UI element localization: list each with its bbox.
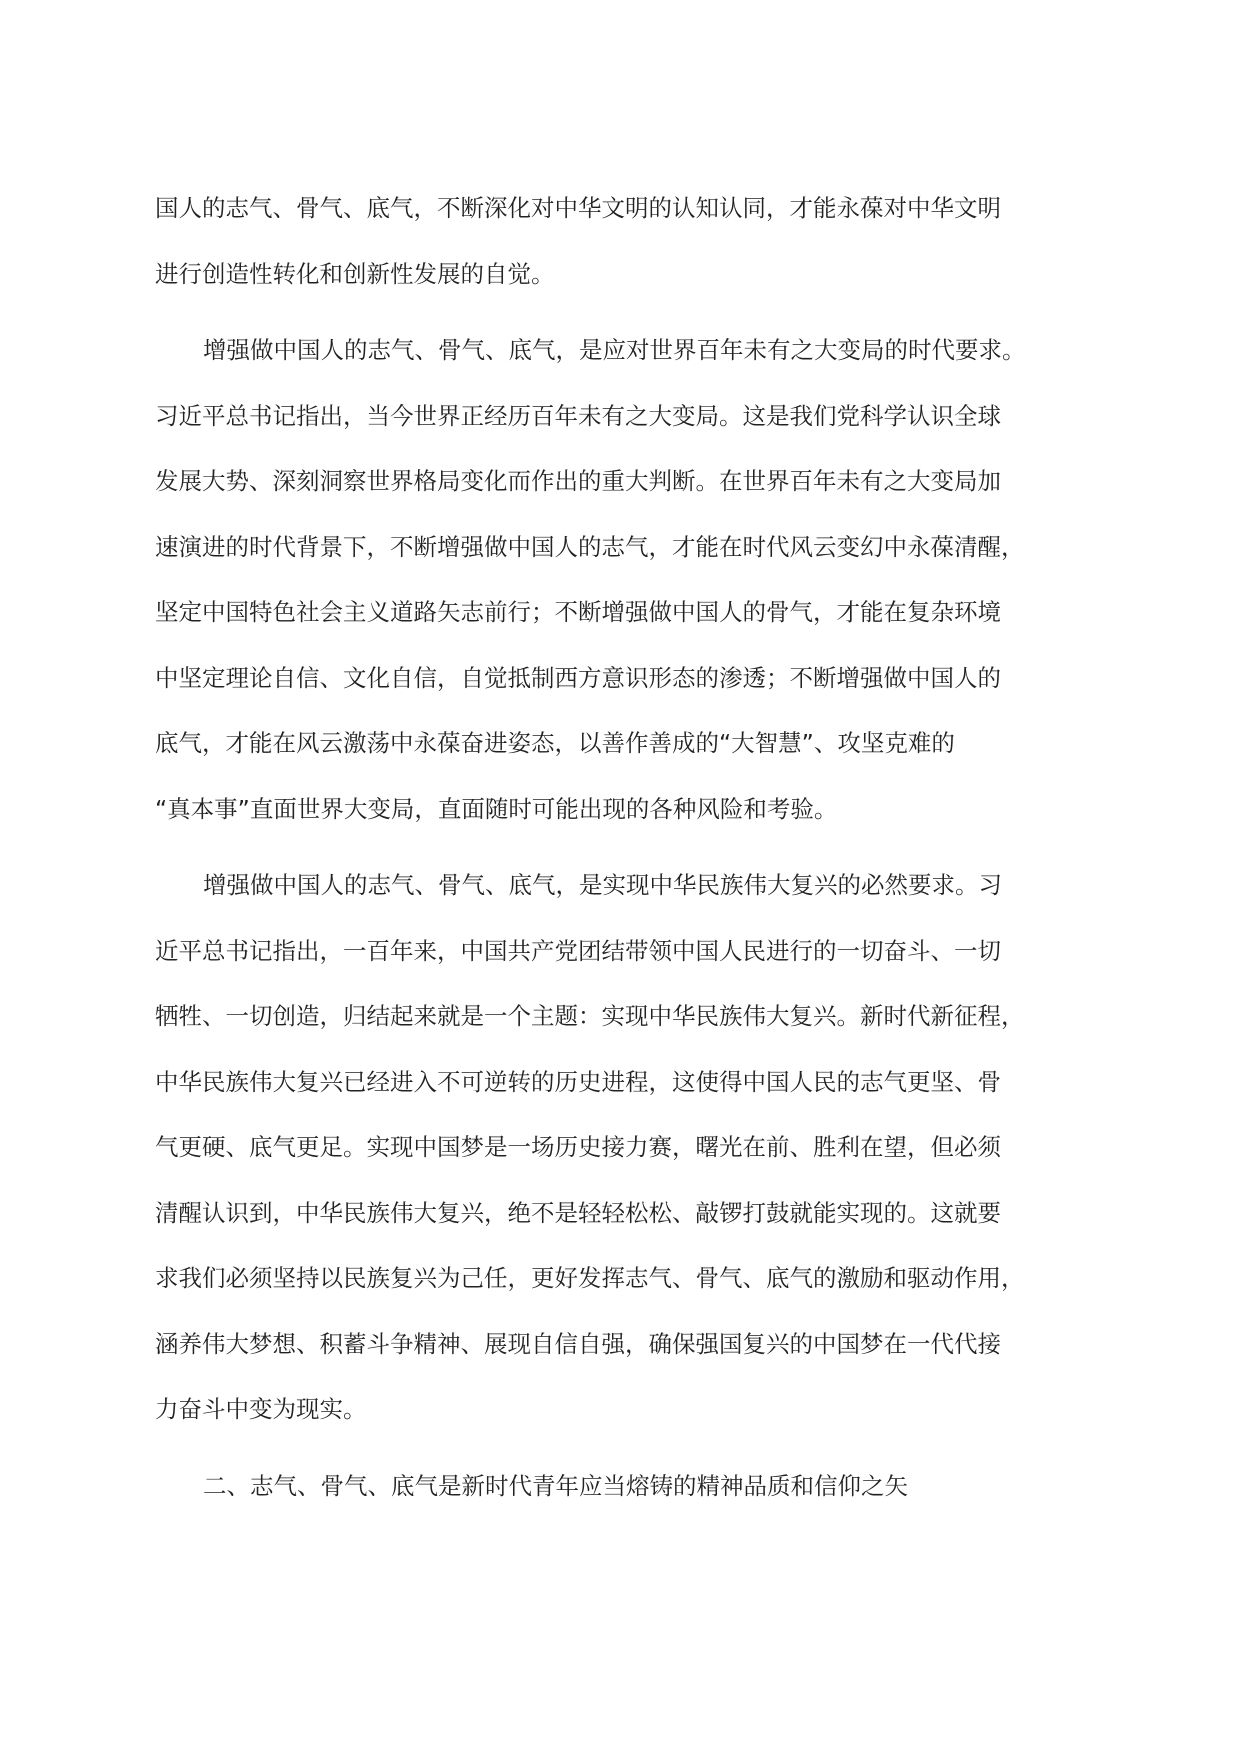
paragraph-gap: [155, 1455, 1065, 1466]
paragraph-gap: [155, 854, 1065, 865]
text-line: 底气，才能在风云激荡中永葆奋进姿态，以善作善成的“大智慧”、攻坚克难的: [155, 729, 955, 757]
text-line: 近平总书记指出，一百年来，中国共产党团结带领中国人民进行的一切奋斗、一切: [155, 936, 1001, 965]
text-line: 气更硬、底气更足。实现中国梦是一场历史接力赛，曙光在前、胜利在望，但必须: [155, 1133, 1001, 1161]
text-line: 进行创造性转化和创新性发展的自觉。: [155, 259, 555, 288]
text-line: 中坚定理论自信、文化自信，自觉抵制西方意识形态的渗透；不断增强做中国人的: [155, 663, 1001, 692]
text-line: 坚定中国特色社会主义道路矢志前行；不断增强做中国人的骨气，才能在复杂环境: [155, 598, 1001, 626]
text-line: 力奋斗中变为现实。: [155, 1395, 367, 1423]
document-body: [155, 188, 1065, 1531]
text-line: 求我们必须坚持以民族复兴为己任，更好发挥志气、骨气、底气的激励和驱动作用，: [155, 1264, 1025, 1292]
text-line: 清醒认识到，中华民族伟大复兴，绝不是轻轻松松、敲锣打鼓就能实现的。这就要: [155, 1198, 1001, 1227]
text-line: 速演进的时代背景下，不断增强做中国人的志气，才能在时代风云变幻中永葆清醒，: [155, 532, 1025, 561]
text-line: 中华民族伟大复兴已经进入不可逆转的历史进程，这使得中国人民的志气更坚、骨: [155, 1067, 1001, 1096]
paragraph-first-line: 增强做中国人的志气、骨气、底气，是应对世界百年未有之大变局的时代要求。: [203, 336, 1026, 364]
section-heading: 二、志气、骨气、底气是新时代青年应当熔铸的精神品质和信仰之矢: [203, 1471, 908, 1500]
text-line: 习近平总书记指出，当今世界正经历百年未有之大变局。这是我们党科学认识全球: [155, 401, 1001, 430]
text-line: 发展大势、深刻洞察世界格局变化而作出的重大判断。在世界百年未有之大变局加: [155, 467, 1001, 495]
text-line: 牺牲、一切创造，归结起来就是一个主题：实现中华民族伟大复兴。新时代新征程，: [155, 1002, 1025, 1030]
text-line: 国人的志气、骨气、底气，不断深化对中华文明的认知认同，才能永葆对中华文明: [155, 194, 1001, 222]
text-line: 涵养伟大梦想、积蓄斗争精神、展现自信自强，确保强国复兴的中国梦在一代代接: [155, 1329, 1001, 1358]
text-line: “真本事”直面世界大变局，直面随时可能出现的各种风险和考验。: [155, 794, 838, 823]
paragraph-gap: [155, 319, 1065, 330]
paragraph-first-line: 增强做中国人的志气、骨气、底气，是实现中华民族伟大复兴的必然要求。习: [203, 871, 1002, 899]
